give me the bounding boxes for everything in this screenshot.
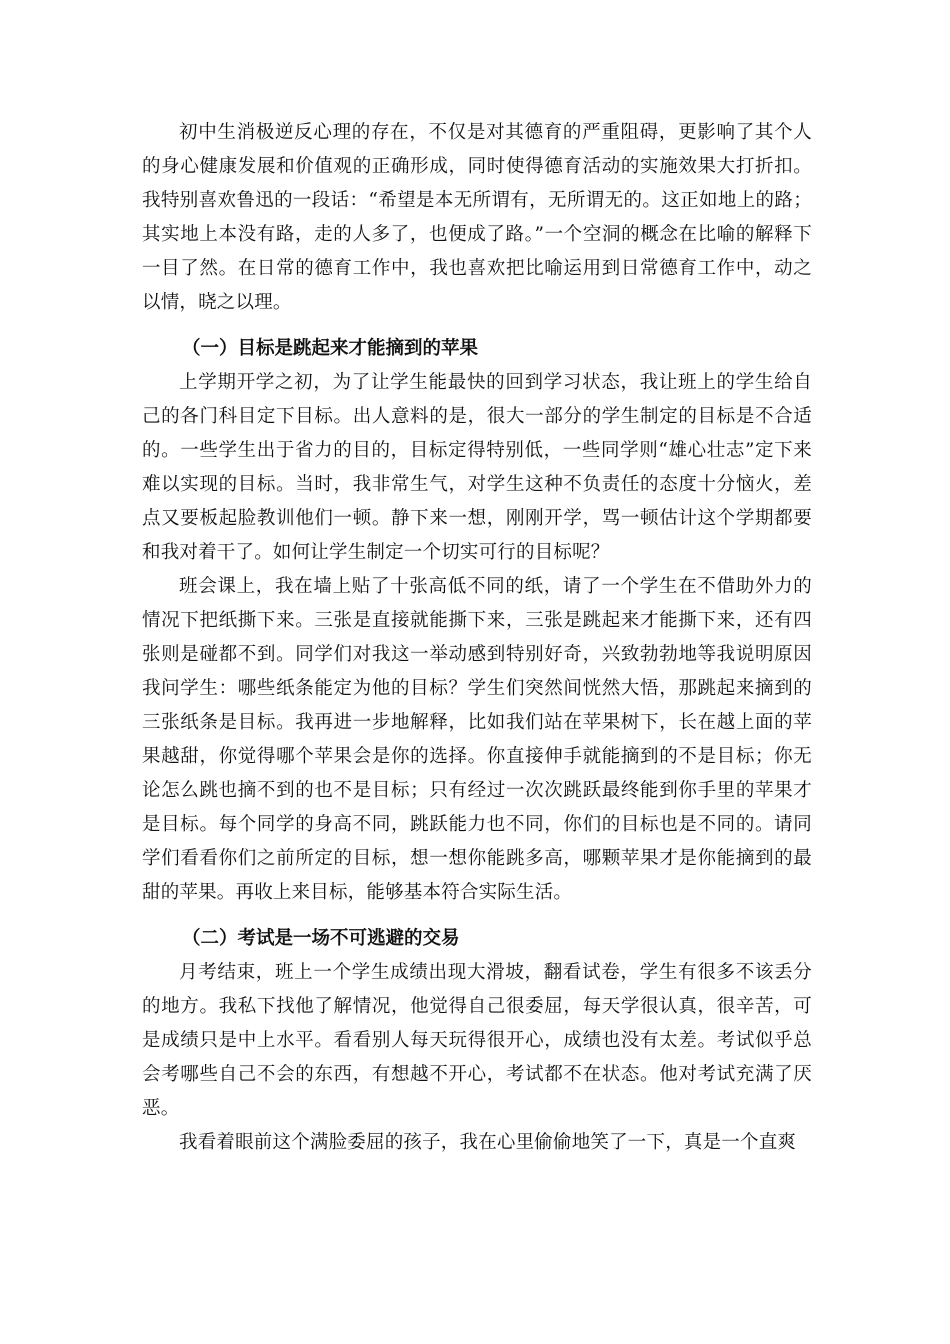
section1-paragraph-2: 班会课上，我在墙上贴了十张高低不同的纸，请了一个学生在不借助外力的情况下把纸撕下来。三张是直接就能撕下来，三张是跳起来才能撕下来，还有四张则是碰都不到。同学们对我这一举动感到特别好奇，兴致勃勃地等我说明原因我问学生：哪些纸条能定为他的目标？学生们突然间恍然大悟，那跳起来摘到的三张纸条是目标。我再进一步地解释，比如我们站在苹果树下，长在越上面的苹果越甜，你觉得哪个苹果会是你的选择。你直接伸手就能摘到的不是目标；你无论怎么跳也摘不到的也不是目标；只有经过一次次跳跃最终能到你手里的苹果才是目标。每个同学的身高不同，跳跃能力也不同，你们的目标也是不同的。请同学们看看你们之前所定的目标，想一想你能跳多高，哪颗苹果才是你能摘到的最甜的苹果。再收上来目标，能够基本符合实际生活。 <box>142 576 812 903</box>
document-body <box>142 116 812 1160</box>
intro-paragraph: 初中生消极逆反心理的存在，不仅是对其德育的严重阻碍，更影响了其个人的身心健康发展和价值观的正确形成，同时使得德育活动的实施效果大打折扣。我特别喜欢鲁迅的一段话：“希望是本无所谓有，无所谓无的。这正如地上的路；其实地上本没有路，走的人多了，也便成了路。”一个空洞的概念在比喻的解释下一目了然。在日常的德育工作中，我也喜欢把比喻运用到日常德育工作中，动之以情，晓之以理。 <box>142 122 812 313</box>
section2-paragraph-2: 我看着眼前这个满脸委屈的孩子，我在心里偷偷地笑了一下，真是一个直爽 <box>179 1132 797 1153</box>
section-heading-exam: （二）考试是一场不可逃避的交易 <box>182 928 460 949</box>
section1-paragraph-1: 上学期开学之初，为了让学生能最快的回到学习状态，我让班上的学生给自己的各门科目定下目标。出人意料的是，很大一部分的学生制定的目标是不合适的。一些学生出于省力的目的，目标定得特别低，一些同学则“雄心壮志”定下来难以实现的目标。当时，我非常生气，对学生这种不负责任的态度十分恼火，差点又要板起脸教训他们一顿。静下来一想，刚刚开学，骂一顿估计这个学期都要和我对着干了。如何让学生制定一个切实可行的目标呢？ <box>142 372 812 563</box>
section2-paragraph-1: 月考结束，班上一个学生成绩出现大滑坡，翻看试卷，学生有很多不该丢分的地方。我私下找他了解情况，他觉得自己很委屈，每天学很认真，很辛苦，可是成绩只是中上水平。看看别人每天玩得很开心，成绩也没有太差。考试似乎总会考哪些自己不会的东西，有想越不开心，考试都不在状态。他对考试充满了厌恶。 <box>142 962 812 1119</box>
section-heading-goals: （一）目标是跳起来才能摘到的苹果 <box>182 338 479 359</box>
